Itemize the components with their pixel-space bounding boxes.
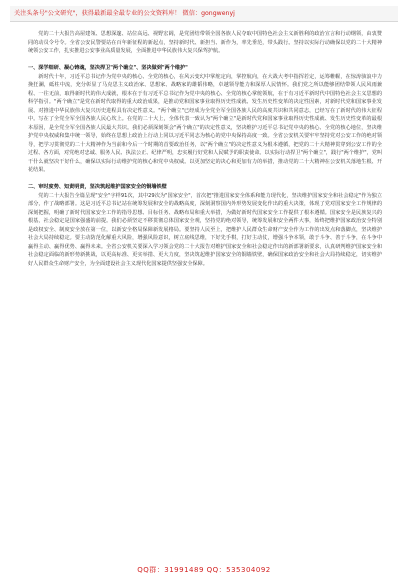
footer-text: QQ群：31991489 QQ：535304092	[137, 566, 271, 574]
banner-text: 关注头条号"公文研究"，获得最新最全最专业的公文资料库！ 微信：gongwenyj	[14, 10, 235, 17]
top-banner	[10, 6, 398, 22]
document-body	[28, 30, 382, 268]
section-1-heading: 一、深学细研、凝心铸魂，坚决捍卫"两个确立"、坚决做到"两个维护"	[28, 65, 188, 71]
footer-contact	[0, 563, 408, 577]
section-1-paragraph: 新时代十年，习近平总书记作为党中央的核心、全党的核心，在风云变幻中掌舵定向，掌控航向，在大战大考中指挥若定，运筹帷幄，在惊涛骇浪中力挽狂澜，砥柱中流，充分彰显了马克思主义政治家、思想家、战略家的雄韬伟略，卓越领导能力和深厚人民情怀。我们党之所以能够团结带领人民风雨兼程、一往无前，取得新时代的伟大成就，根本在于有习近平总书记作为党中央的核心、全党的核心掌舵领航，在于有习近平新时代中国特色社会主义思想的科学指引。"两个确立"是党在新时代取得的重大政治成果，是推动党和国家事业取得历史性成就、发生历史性变革的决定性因素，对新时代党和国家事业发展、对推进中华民族伟大复兴历史进程具有决定性意义。"两个确立"已经成为全党全军全国各族人民的高度共识和共同意志，已经写在了新时代的伟大征程中。写在了全党全军全国各族人民心坎上。在党的二十大上，全体代表一致认为"两个确立"是新时代党和国家事业取得历史性成就、发生历史性变革的最根本原因，是全党全军全国各族人民最大共识。我们必须深刻领会"两个确立"的决定性意义，坚决维护习近平总书记党中央的核心、全党的核心地位，坚决维护党中央权威和集中统一领导，始终在思想上政治上行动上同以习近平同志为核心的党中央保持高度一致。全省公安机关要牢牢坚持党对公安工作的绝对领导，把学习贯彻党的二十大精神作为当前和今后一个时期的首要政治任务，以"两个确立"的决定性意义为根本遵循，把党的二十大精神贯穿到公安工作的全过程、各方面，对党绝对忠诚、服务人民、执法公正、纪律严明，忠实履行好党和人民赋予的职责使命。以实际行动捍卫"两个确立"，践行"两个维护"，党叫干什么就坚决干好什么，确保以实际行动维护党的核心和党中央权威。以更加坚定的决心和更加有力的举措，推动党的二十大精神在公安机关落地生根、开花结果。	[28, 73, 382, 173]
section-2-heading: 二、审时度势、知责明责，坚决筑起维护国家安全的铜墙铁壁	[28, 184, 167, 190]
intro-paragraph: 党的二十大报告高屋建瓴、思想深邃、站位高远、视野宏阔，是党团结带领全国各族人民夺取中国特色社会主义新胜利的政治宣言和行动纲领，由衷赞同的动员令号令。全省公安民警要站在百年新征程的新起点，坚持新时代、新担当、新作为，率先垂范，带头践行。坚持以实际行动确保以党的二十大精神统领公安工作，扎实推进公安事业高质量发展，全面推进中华民族伟大复兴保驾护航。	[28, 31, 382, 54]
section-2-paragraph: 党的二十大报告全篇呈现"安全"字样91次，其中29次为"国家安全"，首次把"推进国家安全体系和能力现代化，坚决维护国家安全和社会稳定"作为独立部分，作了战略部署。这是习近平总书记站在统筹发展和安全的战略高度，深刻洞察国内外形势发展变化作出的重大决策，体现了党对国家安全工作规律的深刻把握，明确了新时代国家安全工作的指导思想、目标任务、战略布局和重大举措，为做好新时代国家安全工作提供了根本遵循。国家安全是民族复兴的根基，社会稳定是国家强盛的前提。我们必须坚定不移贯彻总体国家安全观，坚持党的绝对领导，统筹发展和安全两件大事，始终把维护国家政治安全特别是政权安全、制度安全放在第一位，以新安全格局保障新发展格局。要坚持人民至上，把维护人民群众生命财产安全作为工作的出发点和落脚点，坚决维护社会大局持续稳定。要主动防范化解重大风险，增强风险意识，树立底线思维，下好先手棋，打好主动仗，增强斗争本领，敢于斗争、善于斗争，在斗争中赢得主动、赢得优势、赢得未来。全省公安机关要深入学习领会党的二十大报告对维护国家安全和社会稳定作出的新部署新要求，认真研判维护国家安全和社会稳定面临的新形势新挑战，以更高标准、更实举措、更大力度，坚决筑起维护国家安全的铜墙铁壁，确保国家政治安全和社会大局持续稳定，切实维护好人民群众生命财产安全，为全面建设社会主义现代化国家提供坚强安全保障。	[28, 192, 382, 267]
